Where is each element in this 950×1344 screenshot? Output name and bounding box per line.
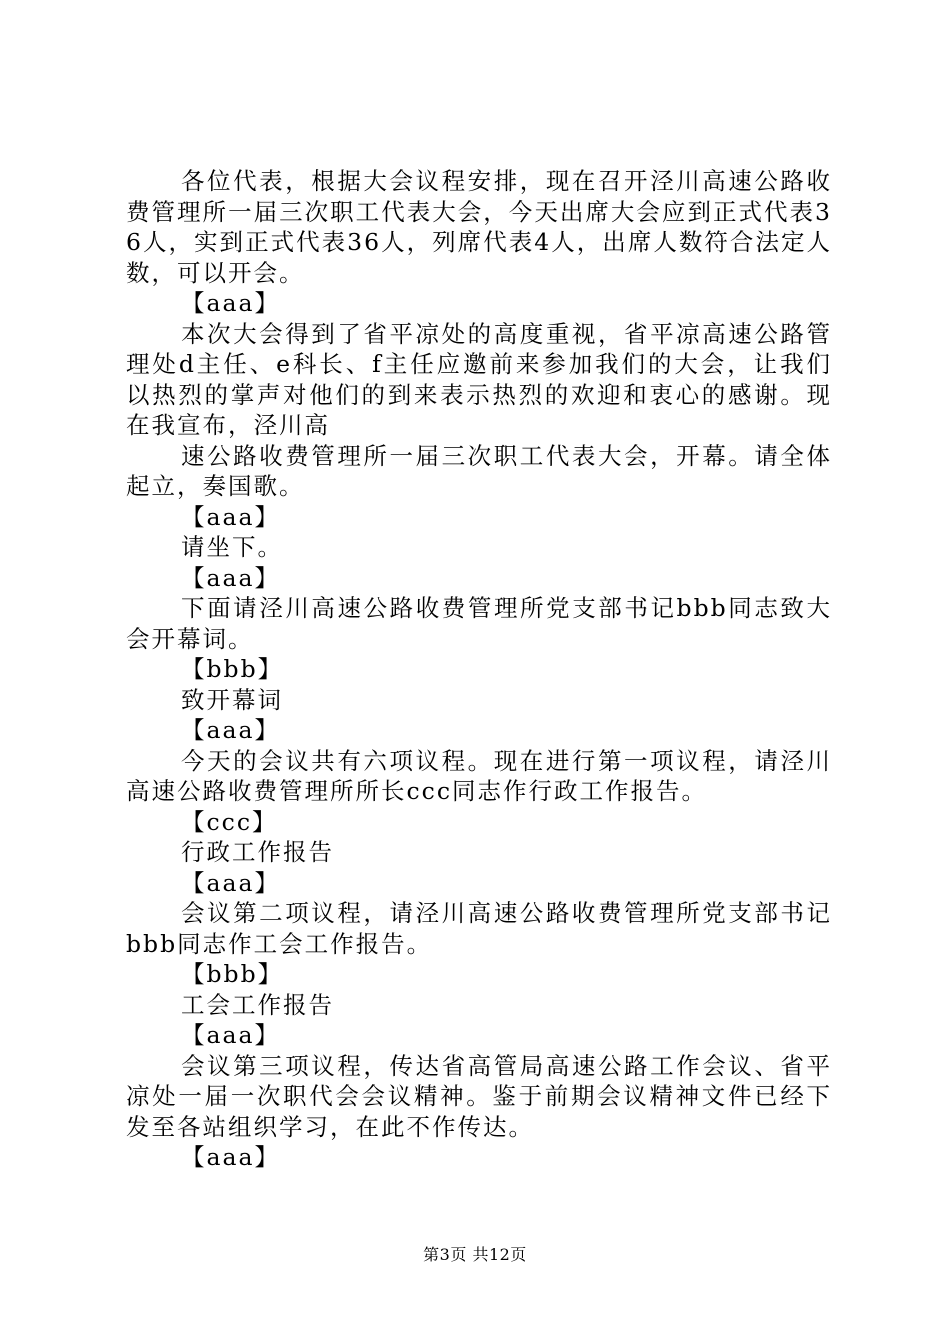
paragraph-7: 今天的会议共有六项议程。现在进行第一项议程，请泾川高速公路收费管理所所长ccc同志作行政工作报告。 (126, 746, 832, 805)
paragraph-11: 会议第三项议程，传达省高管局高速公路工作会议、省平凉处一届一次职代会会议精神。鉴于前期会议精神文件已经下发至各站组织学习，在此不作传达。 (126, 1051, 832, 1141)
paragraph-1: 各位代表，根据大会议程安排，现在召开泾川高速公路收费管理所一届三次职工代表大会，今天出席大会应到正式代表36人，实到正式代表36人，列席代表4人，出席人数符合法定人数，可以开会。 (126, 167, 832, 287)
paragraph-6: 致开幕词 (181, 685, 283, 714)
page-number: 第3页 共12页 (423, 1245, 527, 1264)
speaker-tag: 【aaa】 (181, 868, 281, 897)
speaker-tag: 【bbb】 (181, 655, 284, 683)
speaker-tag: 【aaa】 (181, 1021, 281, 1049)
paragraph-10: 工会工作报告 (181, 990, 334, 1019)
speaker-tag: 【ccc】 (181, 807, 278, 836)
speaker-tag: 【aaa】 (181, 289, 281, 317)
speaker-tag: 【aaa】 (181, 563, 281, 592)
speaker-tag: 【bbb】 (181, 960, 284, 988)
speaker-tag: 【aaa】 (181, 502, 281, 531)
document-body (126, 166, 832, 1173)
paragraph-4: 请坐下。 (181, 533, 283, 561)
paragraph-2: 本次大会得到了省平凉处的高度重视，省平凉高速公路管理处d主任、e科长、f主任应邀前来参加我们的大会，让我们以热烈的掌声对他们的到来表示热烈的欢迎和衷心的感谢。现在我宣布，泾川高 (126, 319, 832, 439)
paragraph-9: 会议第二项议程，请泾川高速公路收费管理所党支部书记bbb同志作工会工作报告。 (126, 899, 832, 958)
paragraph-8: 行政工作报告 (181, 838, 334, 866)
paragraph-5: 下面请泾川高速公路收费管理所党支部书记bbb同志致大会开幕词。 (126, 594, 832, 653)
speaker-tag: 【aaa】 (181, 1143, 281, 1171)
paragraph-3: 速公路收费管理所一届三次职工代表大会，开幕。请全体起立，奏国歌。 (126, 441, 832, 500)
speaker-tag: 【aaa】 (181, 716, 281, 744)
